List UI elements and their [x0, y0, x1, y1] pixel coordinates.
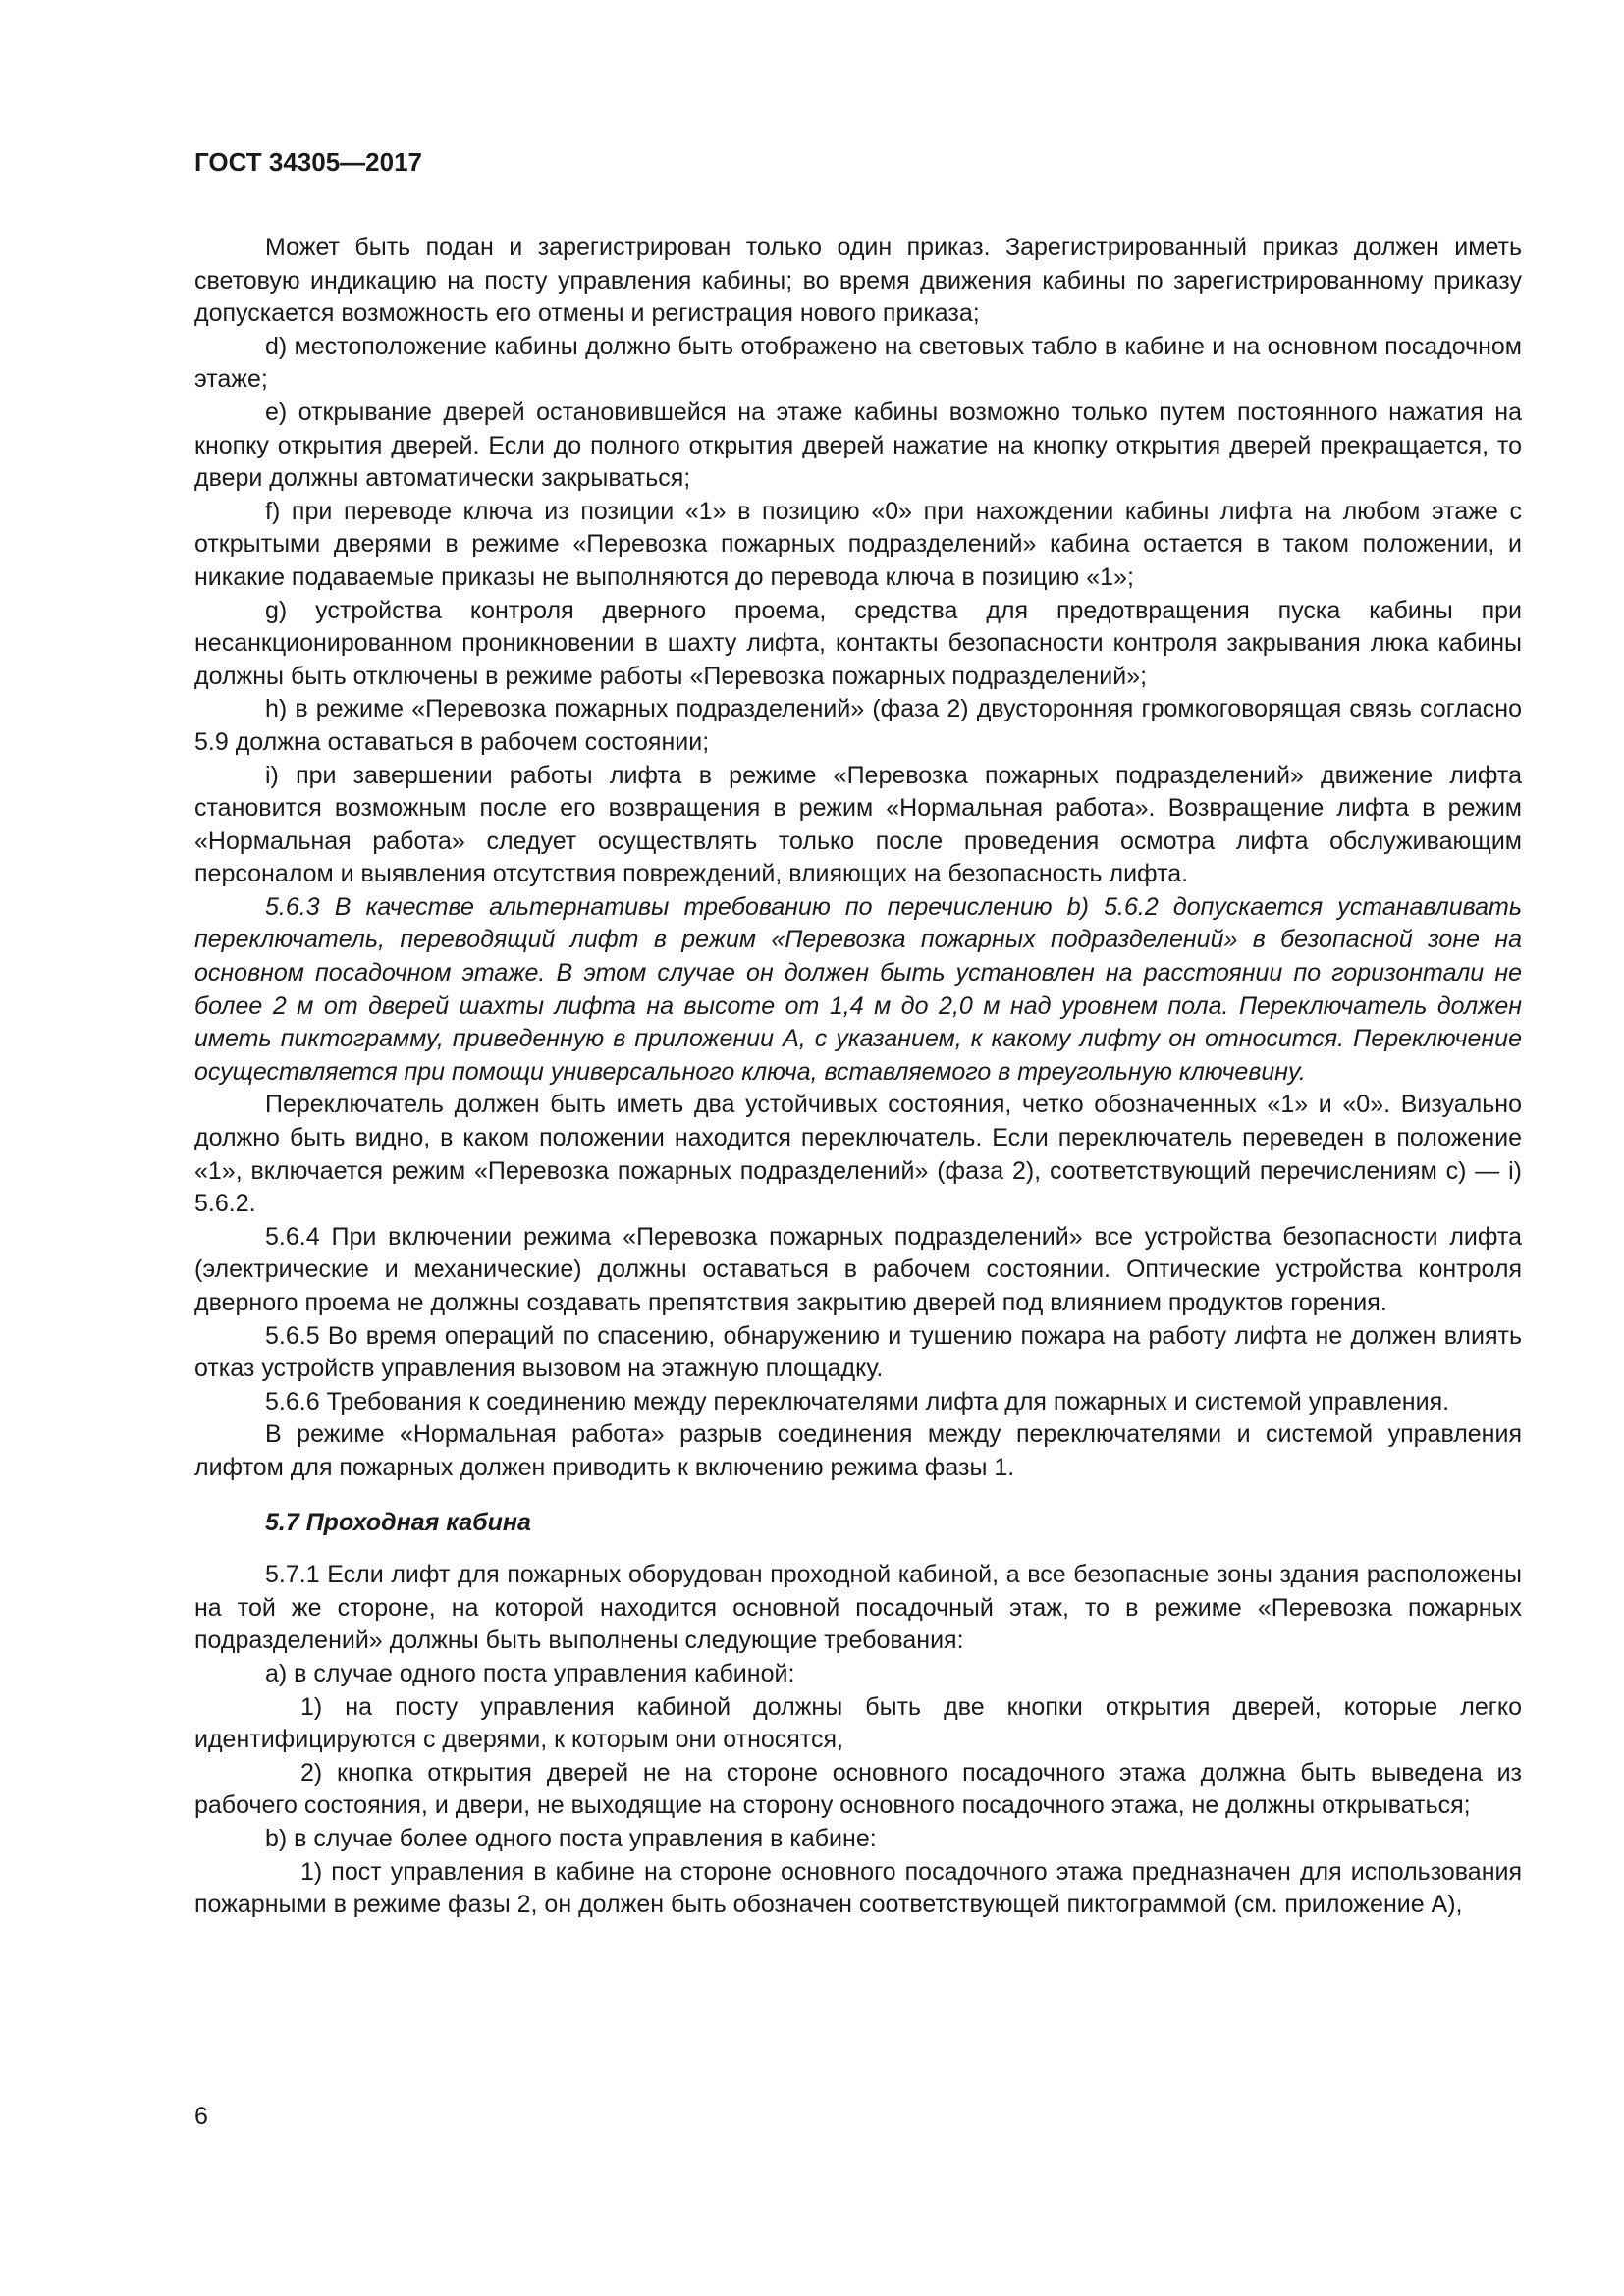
list-item-f: f) при переводе ключа из позиции «1» в позицию «0» при нахождении кабины лифта на любом этаже с открытыми дверями в режиме «Перевозка пожарных подразделений» кабина остается в таком положении, и никакие подаваемые приказы не выполняются до перевода ключа в позицию «1»; [194, 497, 1522, 591]
list-item-e: е) открывание дверей остановившейся на этаже кабины возможно только путем постоянного нажатия на кнопку открытия дверей. Если до полного открытия дверей нажатие на кнопку открытия дверей прекращается, то двери должны автоматически закрываться; [194, 398, 1522, 493]
document-header: ГОСТ 34305—2017 [194, 147, 422, 177]
list-item-i: i) при завершении работы лифта в режиме «Перевозка пожарных подразделений» движение лифта становится возможным после его возвращения в режим «Нормальная работа». Возвращение лифта в режим «Нормальная работа» следует осуществлять только после проведения осмотра лифта обслуживающим персоналом и выявления отсутствия повреждений, влияющих на безопасность лифта. [194, 761, 1522, 888]
list-item-d: d) местоположение кабины должно быть отображено на световых табло в кабине и на основном посадочном этаже; [194, 332, 1522, 394]
list-item-a: а) в случае одного поста управления кабиной: [265, 1659, 795, 1687]
clause-5-6-3: 5.6.3 В качестве альтернативы требованию по перечислению b) 5.6.2 допускается устанавливать переключатель, переводящий лифт в режим «Перевозка пожарных подразделений» в безопасной зоне на основном посадочном этаже. В этом случае он должен быть установлен на расстоянии по горизонтали не более 2 м от дверей шахты лифта на высоте от 1,4 м до 2,0 м над уровнем пола. Переключатель должен иметь пиктограмму, приведенную в приложении А, с указанием, к какому лифту он относится. Переключение осуществляется при помощи универсального ключа, вставляемого в треугольную ключевину. [194, 892, 1522, 1086]
list-item-h: h) в режиме «Перевозка пожарных подразделений» (фаза 2) двусторонняя громкоговорящая связь согласно 5.9 должна оставаться в рабочем состоянии; [194, 695, 1522, 756]
clause-5-7-1: 5.7.1 Если лифт для пожарных оборудован проходной кабиной, а все безопасные зоны здания расположены на той же стороне, на которой находится основной посадочный этаж, то в режиме «Перевозка пожарных подразделений» должны быть выполнены следующие требования: [194, 1561, 1522, 1655]
paragraph: Может быть подан и зарегистрирован только один приказ. Зарегистрированный приказ должен иметь световую индикацию на посту управления кабины; во время движения кабины по зарегистрированному приказу допускается возможность его отмены и регистрация нового приказа; [194, 234, 1522, 328]
clause-5-6-5: 5.6.5 Во время операций по спасению, обнаружению и тушению пожара на работу лифта не должен влиять отказ устройств управления вызовом на этажную площадку. [194, 1321, 1522, 1383]
sub-item-b1: 1) пост управления в кабине на стороне основного посадочного этажа предназначен для использования пожарными в режиме фазы 2, он должен быть обозначен соответствующей пиктограммой (см. приложение А), [194, 1857, 1522, 1919]
sub-item-a1: 1) на посту управления кабиной должны быть две кнопки открытия дверей, которые легко идентифицируются с дверями, к которым они относятся, [194, 1692, 1522, 1754]
document-page [194, 147, 1522, 1922]
paragraph: Переключатель должен быть иметь два устойчивых состояния, четко обозначенных «1» и «0». Визуально должно быть видно, в каком положении находится переключатель. Если переключатель переведен в положение «1», включается режим «Перевозка пожарных подразделений» (фаза 2), соответствующий перечислениям с) — i) 5.6.2. [194, 1091, 1522, 1218]
page-number: 6 [194, 2103, 208, 2130]
sub-item-a2: 2) кнопка открытия дверей не на стороне основного посадочного этажа должна быть выведена из рабочего состояния, и двери, не выходящие на сторону основного посадочного этажа, не должны открываться; [194, 1758, 1522, 1820]
clause-5-6-4: 5.6.4 При включении режима «Перевозка пожарных подразделений» все устройства безопасности лифта (электрические и механические) должны оставаться в рабочем состоянии. Оптические устройства контроля дверного проема не должны создавать препятствия закрытию дверей под влиянием продуктов горения. [194, 1222, 1522, 1316]
paragraph: В режиме «Нормальная работа» разрыв соединения между переключателями и системой управления лифтом для пожарных должен приводить к включению режима фазы 1. [194, 1420, 1522, 1481]
section-heading: 5.7 Проходная кабина [265, 1508, 531, 1536]
list-item-g: g) устройства контроля дверного проема, средства для предотвращения пуска кабины при несанкционированном проникновении в шахту лифта, контакты безопасности контроля закрывания люка кабины должны быть отключены в режиме работы «Перевозка пожарных подразделений»; [194, 596, 1522, 690]
clause-5-6-6: 5.6.6 Требования к соединению между переключателями лифта для пожарных и системой управления. [265, 1387, 1450, 1415]
document-body [194, 232, 1522, 1922]
list-item-b: b) в случае более одного поста управления в кабине: [265, 1824, 877, 1852]
